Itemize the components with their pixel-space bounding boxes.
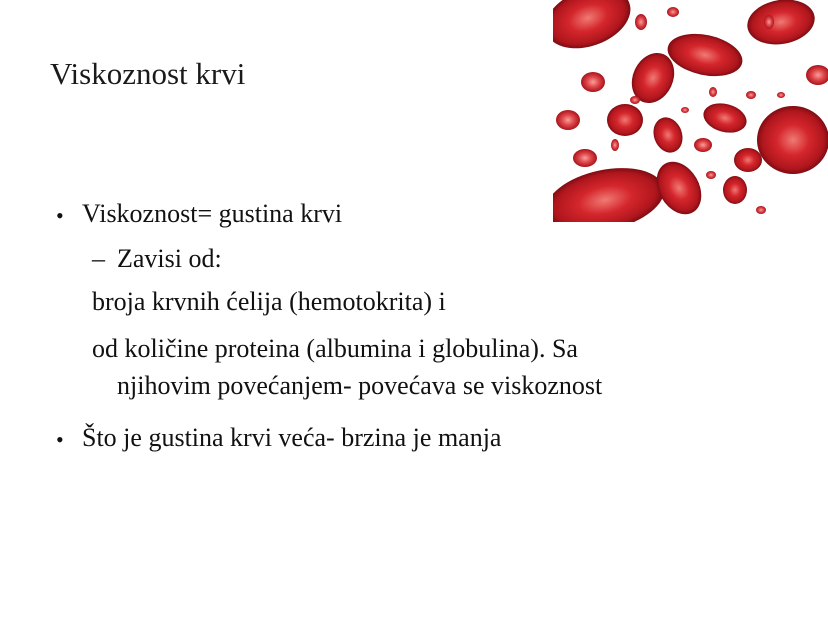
bullet-text: Viskoznost= gustina krvi — [82, 199, 343, 228]
bullet-marker: • — [56, 203, 64, 228]
sub-bullet-text: Zavisi od: — [117, 244, 222, 273]
dash-marker: – — [92, 244, 105, 273]
sub-text-line: broja krvnih ćelija (hemotokrita) i — [92, 287, 446, 316]
bullet-marker: • — [56, 427, 64, 452]
slide-title: Viskoznost krvi — [50, 56, 246, 91]
bullet-text: Što je gustina krvi veća- brzina je manja — [82, 423, 502, 452]
sub-text-line: njihovim povećanjem- povećava se viskoznost — [117, 371, 603, 400]
sub-text-line: od količine proteina (albumina i globulina). Sa — [92, 334, 578, 363]
